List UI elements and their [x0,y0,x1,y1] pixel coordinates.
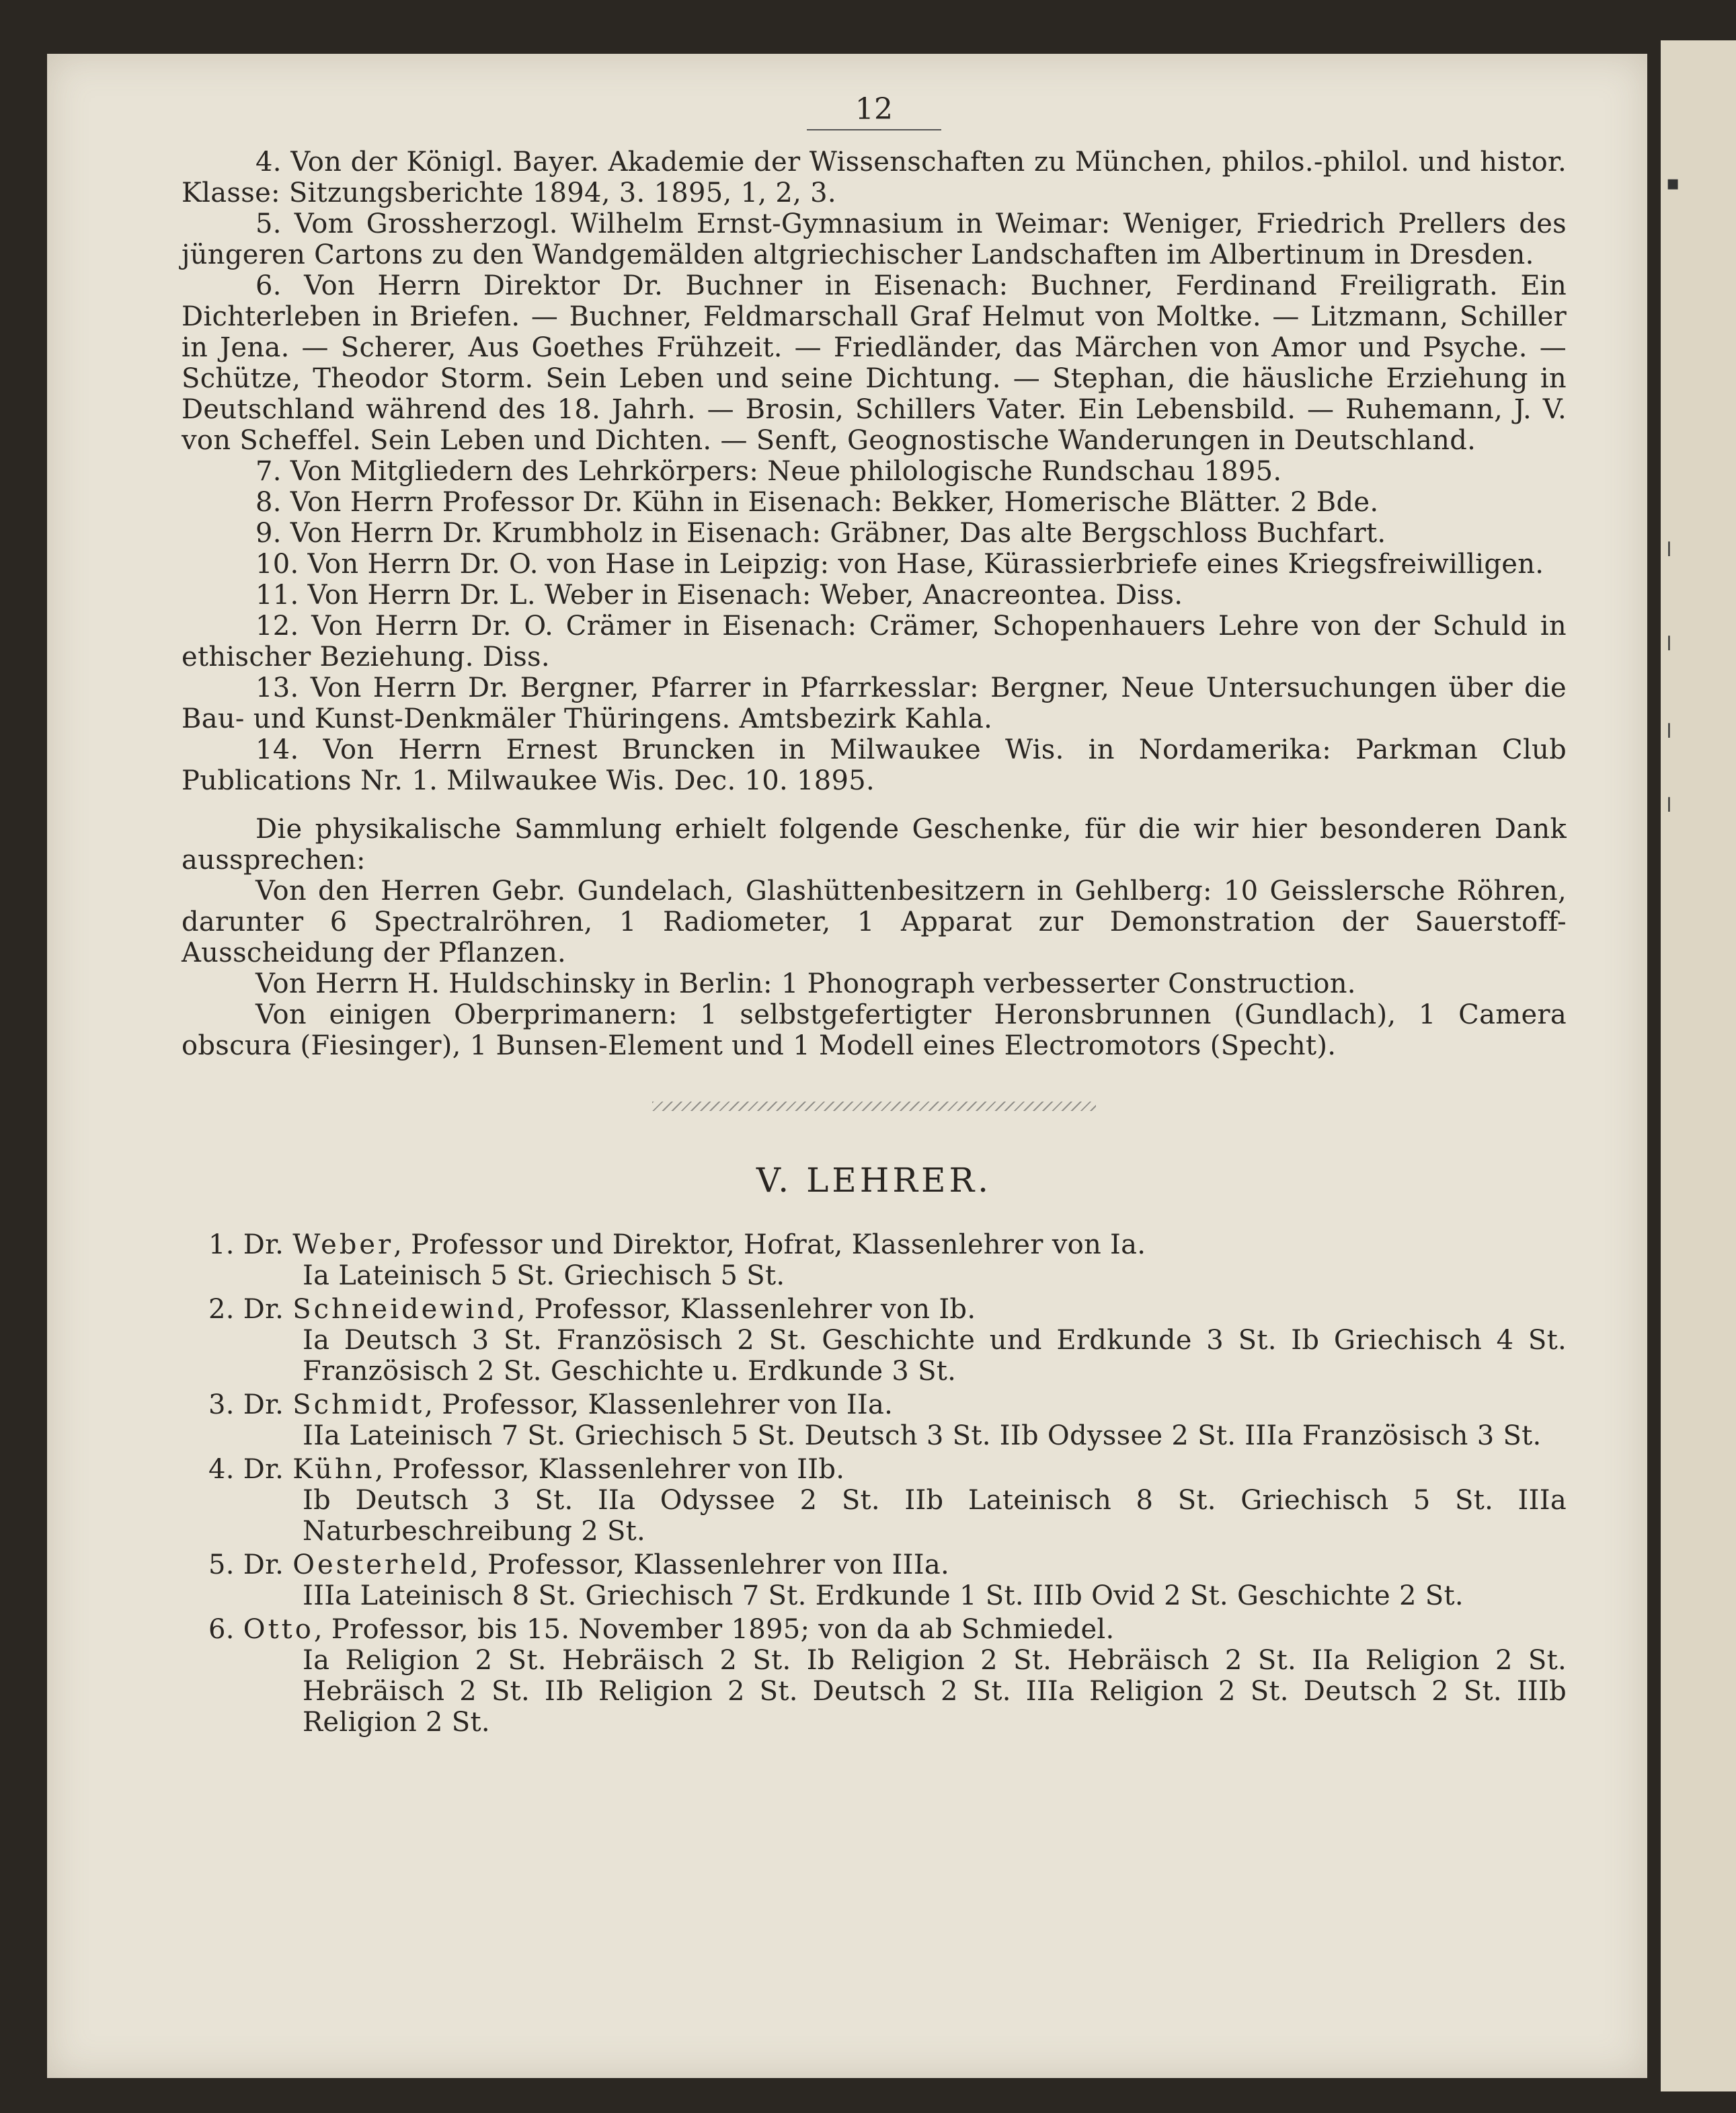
teacher-name: Kühn [292,1454,375,1485]
physics-intro: Die physikalische Sammlung erhielt folgende Geschenke, für die wir hier besonderen Dank aussprechen: [182,814,1567,876]
teacher-heading: 6. Otto, Professor, bis 15. November 1895; von da ab Schmiedel. [208,1614,1115,1645]
edge-mark: ǀ [1666,538,1672,562]
teacher-name: Schneidewind [292,1294,517,1325]
list-item: Von den Herren Gebr. Gundelach, Glashüttenbesitzern in Gehlberg: 10 Geisslersche Röhren, darunter 6 Spectralröhren, 1 Radiometer, 1 Apparat zur Demonstration der Sauerstoff-Ausscheidung der Pflanzen. [182,876,1567,968]
teacher-heading: 2. Dr. Schneidewind, Professor, Klassenlehrer von Ib. [208,1294,976,1325]
teacher-heading: 3. Dr. Schmidt, Professor, Klassenlehrer von IIa. [208,1389,894,1420]
teachers-list [182,1229,1567,1738]
section-title: V. LEHRER. [756,1161,992,1200]
list-item: 9. Von Herrn Dr. Krumbholz in Eisenach: Gräbner, Das alte Bergschloss Buchfart. [255,518,1386,549]
teacher-entry [182,1389,1567,1451]
list-item: 12. Von Herrn Dr. O. Crämer in Eisenach: Crämer, Schopenhauers Lehre von der Schuld in ethischer Beziehung. Diss. [182,611,1567,673]
page-number: 12 [855,92,894,126]
list-item: 4. Von der Königl. Bayer. Akademie der Wissenschaften zu München, philos.-philol. und histor. Klasse: Sitzungsberichte 1894, 3. 1895, 1, 2, 3. [182,147,1567,208]
teacher-entry [182,1549,1567,1611]
decorative-divider [652,1102,1096,1111]
list-item: 5. Vom Grossherzogl. Wilhelm Ernst-Gymnasium in Weimar: Weniger, Friedrich Prellers des jüngeren Cartons zu den Wandgemälden altgriechischer Landschaften im Albertinum in Dresden. [182,208,1567,270]
teacher-heading: 1. Dr. Weber, Professor und Direktor, Hofrat, Klassenlehrer von Ia. [208,1229,1146,1260]
list-item: 6. Von Herrn Direktor Dr. Buchner in Eisenach: Buchner, Ferdinand Freiligrath. Ein Dichterleben in Briefen. — Buchner, Feldmarschall Graf Helmut von Moltke. — Litzmann, Schiller in Jena. — Scherer, Aus Goethes Frühzeit. — Friedländer, das Märchen von Amor und Psyche. — Schütze, Theodor Storm. Sein Leben und seine Dichtung. — Stephan, die häusliche Erziehung in Deutschland während des 18. Jahrh. — Brosin, Schillers Vater. Ein Lebensbild. — Ruhemann, J. V. von Scheffel. Sein Leben und Dichten. — Senft, Geognostische Wanderungen in Deutschland. [182,270,1567,456]
teacher-name: Otto [243,1614,314,1645]
teacher-subjects: Ib Deutsch 3 St. IIa Odyssee 2 St. IIb Lateinisch 8 St. Griechisch 5 St. IIIa Naturbeschreibung 2 St. [303,1485,1567,1547]
list-item: 10. Von Herrn Dr. O. von Hase in Leipzig: von Hase, Kürassierbriefe eines Kriegsfreiwilligen. [255,549,1544,580]
list-item: 11. Von Herrn Dr. L. Weber in Eisenach: Weber, Anacreontea. Diss. [255,580,1183,611]
teacher-subjects: Ia Religion 2 St. Hebräisch 2 St. Ib Religion 2 St. Hebräisch 2 St. IIa Religion 2 St. Hebräisch 2 St. IIb Religion 2 St. Deutsch 2 St. IIIa Religion 2 St. Deutsch 2 St. IIIb Religion 2 St. [303,1645,1567,1738]
page-number-rule [807,129,941,130]
teacher-heading: 5. Dr. Oesterheld, Professor, Klassenlehrer von IIIa. [208,1549,950,1580]
list-item: 13. Von Herrn Dr. Bergner, Pfarrer in Pfarrkesslar: Bergner, Neue Untersuchungen über die Bau- und Kunst-Denkmäler Thüringens. Amtsbezirk Kahla. [182,673,1567,734]
page-content [182,94,1567,1740]
teacher-subjects: IIIa Lateinisch 8 St. Griechisch 7 St. Erdkunde 1 St. IIIb Ovid 2 St. Geschichte 2 St. [303,1580,1464,1611]
teacher-entry [182,1454,1567,1547]
teacher-entry [182,1614,1567,1738]
list-item: 7. Von Mitgliedern des Lehrkörpers: Neue philologische Rundschau 1895. [255,456,1282,487]
spacer [182,796,1567,814]
teacher-subjects: Ia Lateinisch 5 St. Griechisch 5 St. [303,1260,785,1291]
edge-mark: ǀ [1666,720,1672,743]
teacher-subjects: IIa Lateinisch 7 St. Griechisch 5 St. Deutsch 3 St. IIb Odyssee 2 St. IIIa Französisch 3 St. [303,1420,1542,1451]
teacher-entry [182,1294,1567,1387]
adjacent-page-edge [1661,40,1736,2091]
list-item: 14. Von Herrn Ernest Bruncken in Milwaukee Wis. in Nordamerika: Parkman Club Publications Nr. 1. Milwaukee Wis. Dec. 10. 1895. [182,734,1567,796]
teacher-name: Oesterheld [292,1549,470,1580]
list-item: 8. Von Herrn Professor Dr. Kühn in Eisenach: Bekker, Homerische Blätter. 2 Bde. [255,487,1379,518]
list-item: Von Herrn H. Huldschinsky in Berlin: 1 Phonograph verbesserter Construction. [255,968,1356,999]
edge-mark: ǀ [1666,794,1672,817]
teacher-heading: 4. Dr. Kühn, Professor, Klassenlehrer von IIb. [208,1454,845,1485]
physics-gifts-list [182,876,1567,1061]
edge-mark: ǀ [1666,632,1672,656]
teacher-name: Schmidt [292,1389,425,1420]
list-item: Von einigen Oberprimanern: 1 selbstgefertigter Heronsbrunnen (Gundlach), 1 Camera obscura (Fiesinger), 1 Bunsen-Element und 1 Modell eines Electromotors (Specht). [182,999,1567,1061]
edge-mark: ▪ [1666,171,1680,195]
teacher-entry [182,1229,1567,1291]
library-gifts-list [182,147,1567,796]
teacher-name: Weber [292,1229,394,1260]
teacher-subjects: Ia Deutsch 3 St. Französisch 2 St. Geschichte und Erdkunde 3 St. Ib Griechisch 4 St. Französisch 2 St. Geschichte u. Erdkunde 3 St. [303,1325,1567,1387]
